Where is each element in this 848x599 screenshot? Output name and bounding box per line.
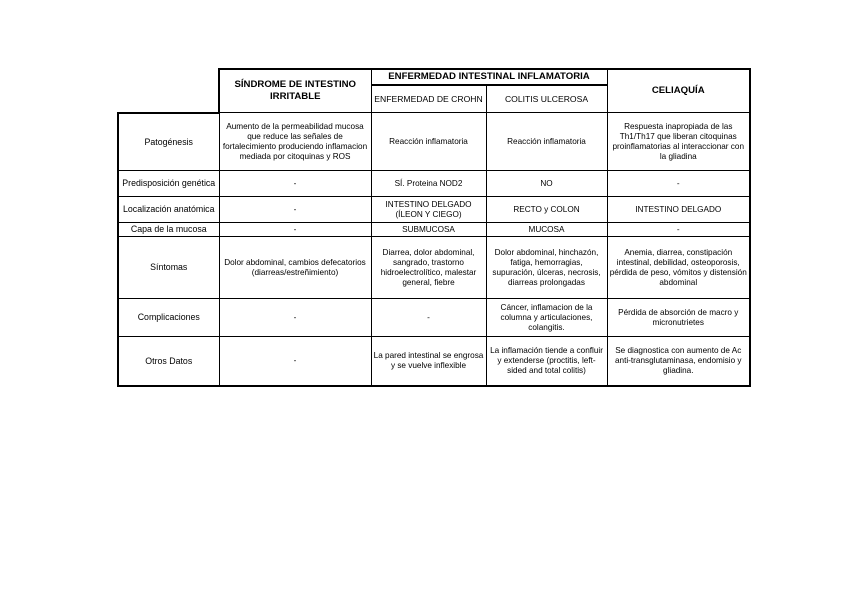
table-row [118,113,750,171]
row-label: Patogénesis [118,113,219,171]
empty-corner-cell [118,69,219,113]
table-row [118,197,750,223]
row-label: Complicaciones [118,299,219,337]
cell-crohn: Diarrea, dolor abdominal, sangrado, trastorno hidroelectrolítico, malestar general, fiebre [371,237,486,299]
cell-uc: Cáncer, inflamacion de la columna y articulaciones, colangitis. [486,299,607,337]
cell-crohn: - [371,299,486,337]
row-label: Síntomas [118,237,219,299]
table-row [118,337,750,386]
cell-ibs: - [219,337,371,386]
cell-uc: Dolor abdominal, hinchazón, fatiga, hemorragias, supuración, úlceras, necrosis, diarreas prolongadas [486,237,607,299]
cell-celiac: Pérdida de absorción de macro y micronutrietes [607,299,750,337]
cell-crohn: La pared intestinal se engrosa y se vuelve inflexible [371,337,486,386]
cell-uc: MUCOSA [486,223,607,237]
cell-celiac: Respuesta inapropiada de las Th1/Th17 que liberan citoquinas proinflamatorias al interaccionar con la gliadina [607,113,750,171]
cell-ibs: Aumento de la permeabilidad mucosa que reduce las señales de fortalecimiento produciendo inflamacion mediada por citoquinas y ROS [219,113,371,171]
header-uc: COLITIS ULCEROSA [486,85,607,113]
cell-celiac: - [607,223,750,237]
comparison-table [117,68,751,387]
cell-crohn: SUBMUCOSA [371,223,486,237]
cell-celiac: Anemia, diarrea, constipación intestinal, debilidad, osteoporosis, pérdida de peso, vómitos y distensión abdominal [607,237,750,299]
table-row [118,237,750,299]
cell-celiac: - [607,171,750,197]
header-crohn: ENFERMEDAD DE CROHN [371,85,486,113]
cell-ibs: - [219,197,371,223]
table-row [118,299,750,337]
header-ibs: SÍNDROME DE INTESTINO IRRITABLE [219,69,371,113]
row-label: Predisposición genética [118,171,219,197]
row-label: Localización anatómica [118,197,219,223]
cell-ibs: - [219,171,371,197]
cell-uc: La inflamación tiende a confluir y extenderse (proctitis, left-sided and total colitis) [486,337,607,386]
cell-ibs: - [219,223,371,237]
cell-ibs: Dolor abdominal, cambios defecatorios (diarreas/estreñimiento) [219,237,371,299]
cell-uc: Reacción inflamatoria [486,113,607,171]
cell-uc: NO [486,171,607,197]
cell-ibs: - [219,299,371,337]
cell-celiac: Se diagnostica con aumento de Ac anti-transglutaminasa, endomisio y gliadina. [607,337,750,386]
table-row [118,171,750,197]
header-ibd: ENFERMEDAD INTESTINAL INFLAMATORIA [371,69,607,85]
cell-celiac: INTESTINO DELGADO [607,197,750,223]
cell-crohn: INTESTINO DELGADO (ÍLEON Y CIEGO) [371,197,486,223]
cell-crohn: Reacción inflamatoria [371,113,486,171]
cell-crohn: SÍ. Proteina NOD2 [371,171,486,197]
cell-uc: RECTO y COLON [486,197,607,223]
row-label: Otros Datos [118,337,219,386]
header-celiac: CELIAQUÍA [607,69,750,113]
row-label: Capa de la mucosa [118,223,219,237]
table-row [118,223,750,237]
